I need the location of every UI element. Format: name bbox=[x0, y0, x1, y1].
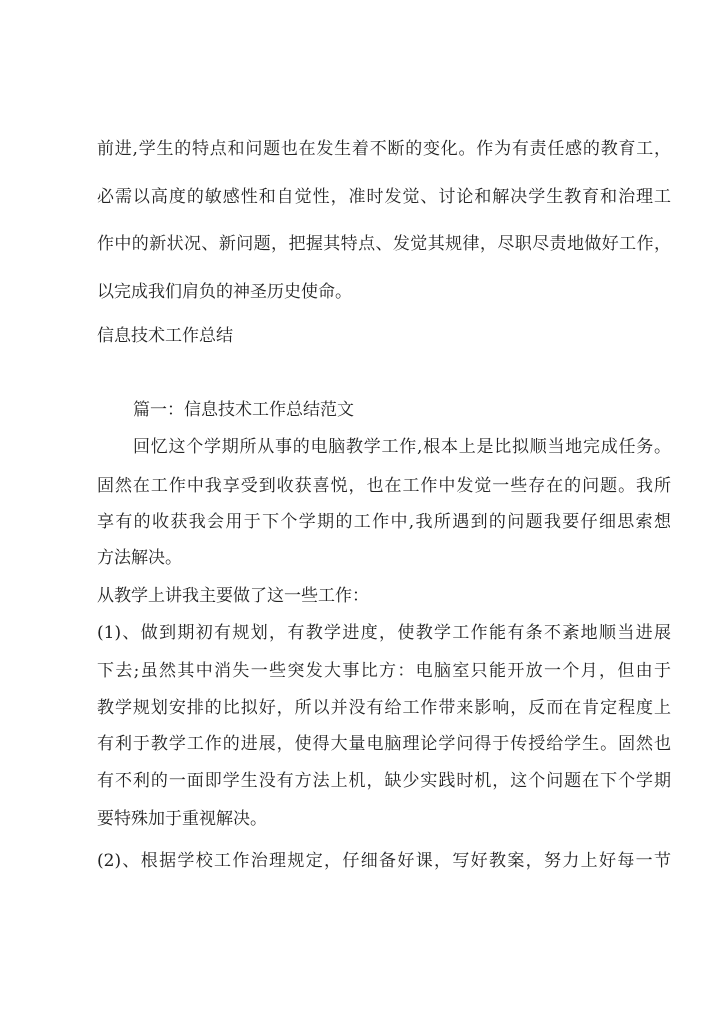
text-line: 以完成我们肩负的神圣历史使命。 bbox=[97, 282, 352, 302]
text-line: 回忆这个学期所从事的电脑教学工作,根本上是比拟顺当地完成任务。 bbox=[133, 437, 671, 457]
text-line: 固然在工作中我享受到收获喜悦，也在工作中发觉一些存在的问题。我所 bbox=[97, 476, 671, 496]
text-line: 享有的收获我会用于下个学期的工作中,我所遇到的问题我要仔细思索想 bbox=[97, 512, 671, 532]
list-item-line: 有不利的一面即学生没有方法上机，缺少实践时机，这个问题在下个学期 bbox=[97, 771, 671, 791]
article-title: 篇一：信息技术工作总结范文 bbox=[133, 400, 354, 420]
list-item-line: 下去;虽然其中消失一些突发大事比方：电脑室只能开放一个月，但由于 bbox=[97, 661, 671, 681]
text-line: 从教学上讲我主要做了这一些工作： bbox=[97, 586, 369, 606]
list-item-line: (2)、根据学校工作治理规定，仔细备好课，写好教案，努力上好每一节 bbox=[97, 851, 671, 871]
text-line: 必需以高度的敏感性和自觉性，准时发觉、讨论和解决学生教育和治理工 bbox=[97, 187, 671, 207]
section-title: 信息技术工作总结 bbox=[97, 326, 233, 346]
text-line: 方法解决。 bbox=[97, 548, 182, 568]
list-item-line: 有利于教学工作的进展，使得大量电脑理论学问得于传授给学生。固然也 bbox=[97, 734, 671, 754]
text-line: 前进,学生的特点和问题也在发生着不断的变化。作为有责任感的教育工， bbox=[97, 139, 671, 159]
list-item-line: 要特殊加于重视解决。 bbox=[97, 809, 267, 829]
list-item-line: (1)、做到期初有规划，有教学进度，使教学工作能有条不紊地顺当进展 bbox=[97, 623, 671, 643]
list-item-line: 教学规划安排的比拟好，所以并没有给工作带来影响，反而在肯定程度上 bbox=[97, 698, 671, 718]
text-line: 作中的新状况、新问题，把握其特点、发觉其规律，尽职尽责地做好工作， bbox=[97, 234, 671, 254]
